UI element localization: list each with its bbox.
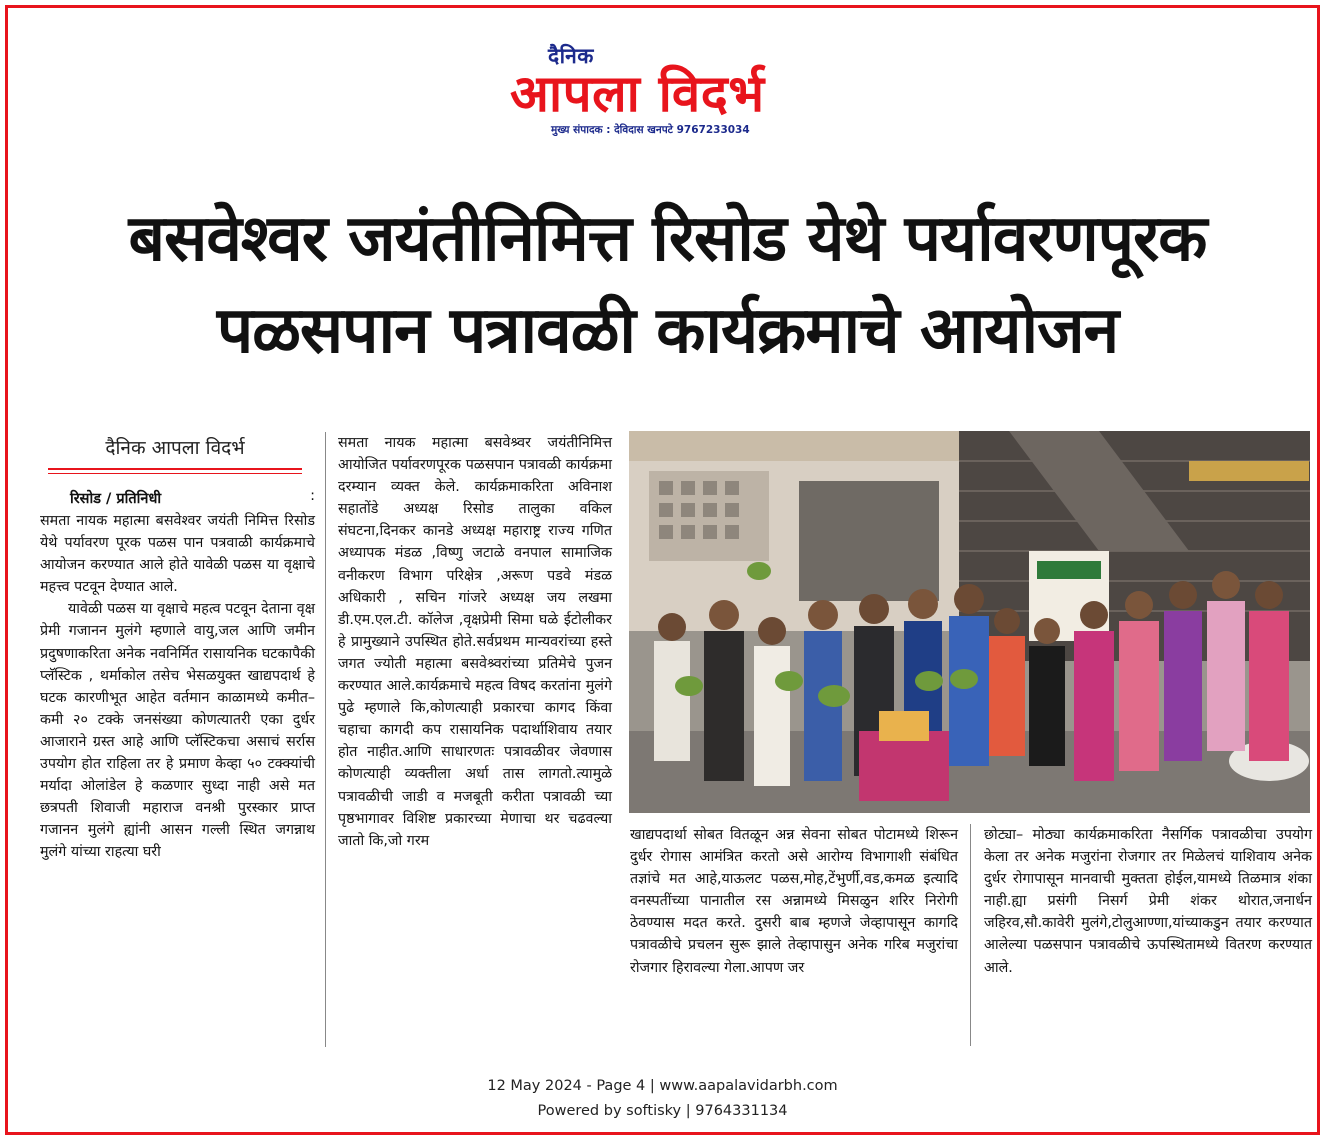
byline-colon: :	[310, 488, 315, 504]
article-paragraph-1: समता नायक महात्मा बसवेश्वर जयंती निमित्त रिसोड येथे पर्यावरण पूरक पळस पान पत्रवाळी कार्यक्रमाचे आयोजन करण्यात आले होते यावेळी पळस या वृक्षाचे महत्त्व पटवून देण्यात आले.	[40, 513, 315, 596]
byline	[70, 488, 315, 508]
article-paragraph-5: छोट्या– मोठ्या कार्यक्रमाकरिता नैसर्गिक पत्रावळीचा उपयोग केला तर अनेक मजुरांना रोजगार तर मिळेलचं याशिवाय अनेक दुर्धर रोगापासून मानवाची मुक्तता होईल,यामध्ये तिळमात्र शंका नाही.ह्या प्रसंगी निसर्ग प्रेमी शंकर थोरात,जनार्धन जहिरव,सौ.कावेरी मुलंगे,टोलुआण्णा,यांच्याकडुन तयार करण्यात आलेल्या पळसपान पत्रावळीचे ऊपस्थितामध्ये वितरण करण्यात आले.	[984, 827, 1312, 976]
masthead	[0, 38, 1325, 138]
column-paper-name: दैनिक आपला विदर्भ	[105, 437, 245, 459]
byline-text: रिसोड / प्रतिनिधी	[70, 491, 162, 507]
masthead-logo-title: आपला विदर्भ	[510, 65, 765, 124]
column-divider	[970, 824, 971, 1046]
column-rule-top	[48, 468, 302, 470]
article-column-4	[984, 824, 1312, 979]
footer-powered-by: Powered by softisky | 9764331134	[537, 1103, 788, 1119]
column-rule-bottom	[48, 473, 302, 474]
article-paragraph-4: खाद्यपदार्था सोबत वितळून अन्न सेवना सोबत पोटामध्ये शिरून दुर्धर रोगास आमंत्रित करतो असे आरोग्य विभागाशी संबंधित तज्ञांचे मत आहे,याऊलट पळस,मोह,टेंभुर्णी,वड,कमळ इत्यादि वनस्पतींच्या पानातील रस अन्नामध्ये मिसळुन शरिर निरोगी ठेवण्यास मदत करते. दुसरी बाब म्हणजे जेव्हापासून कागदि पत्रावळीचे प्रचलन सुरू झाले तेव्हापासुन अनेक गरिब मजुरांचा रोजगार हिरावल्या गेला.आपण जर	[630, 827, 958, 976]
headline	[30, 193, 1305, 377]
headline-line-2: पळसपान पत्रावळी कार्यक्रमाचे आयोजन	[216, 294, 1119, 368]
article-column-3	[630, 824, 958, 979]
footer-date-page: 12 May 2024 - Page 4 | www.aapalavidarbh.com	[487, 1078, 838, 1094]
masthead-small-title: दैनिक	[548, 44, 594, 68]
article-column-2	[338, 432, 612, 852]
article-column-1	[40, 510, 315, 864]
column-divider	[325, 432, 326, 1047]
article-paragraph-2: यावेळी पळस या वृक्षाचे महत्व पटवून देताना वृक्ष प्रेमी गजानन मुलंगे म्हणाले वायु,जल आणि जमीन प्रदुषणाकरिता अनेक नवनिर्मित रासायनिक घटकापैकी प्लॅस्टिक , थर्माकोल तसेच भेसळयुक्त खाद्यपदार्थ हे घटक कारणीभूत आहेत वर्तमान काळामध्ये कमीत– कमी २० टक्के जनसंख्या कोणत्यातरी एका दुर्धर आजाराने ग्रस्त आहे आणि प्लॅस्टिकचा असाचं सर्रास उपयोग होत राहिला तर हे प्रमाण केव्हा ५० टक्क्यांची मर्यादा ओलांडेल हे कळणार सुध्दा नाही असे मत छत्रपती शिवाजी महाराज वनश्री पुरस्कार प्राप्त गजानन मुलंगे ह्यांनी आसन गल्ली स्थित जगन्नाथ मुलंगे यांच्या राहत्या घरी	[40, 601, 315, 861]
article-paragraph-3: समता नायक महात्मा बसवेश्र्वर जयंतीनिमित्त आयोजित पर्यावरणपूरक पळसपान पत्रावळी कार्यक्रमा दरम्यान व्यक्त केले. कार्यक्रमाकरिता अविनाश सहातोंडे अध्यक्ष रिसोड तालुका वकिल संघटना,दिनकर कानडे अध्यक्ष महाराष्ट्र राज्य गणित अध्यापक मंडळ ,विष्णु जटाळे वनपाल सामाजिक वनीकरण विभाग परिक्षेत्र ,अरूण पडवे मंडळ अधिकारी , सचिन गांजरे अध्यक्ष जय लखमा डी.एम.एल.टी. कॉलेज ,वृक्षप्रेमी सिमा घळे ईटोलीकर हे प्रामुख्याने उपस्थित होते.सर्वप्रथम मान्यवरांच्या हस्ते जगत ज्योती महात्मा बसवेश्र्वरांच्या प्रतिमेचे पुजन करण्यात आले.कार्यक्रमाचे महत्व विषद करतांना मुलंगे पुढे म्हणाले कि,कोणत्याही प्रकारचा कागद किंवा चहाचा कागदी कप रासायनिक पदार्थाशिवाय तयार होत नाहीत.आणि साधारणतः पत्रावळीवर जेवणास कोणत्याही व्यक्तीला अर्धा तास लागतो.त्यामुळे पत्रावळीची जाडी व मजबूती करीता पत्रावळी च्या पृष्ठभागावर विशिष्ट प्रकारच्या मेणाचा थर चढवल्या जातो कि,जो गरम	[338, 435, 612, 849]
headline-line-1: बसवेश्वर जयंतीनिमित्त रिसोड येथे पर्यावरणपूरक	[128, 202, 1207, 276]
masthead-editor-line: मुख्य संपादक : देविदास खनपटे 9767233034	[551, 124, 750, 136]
event-photo	[629, 431, 1310, 813]
